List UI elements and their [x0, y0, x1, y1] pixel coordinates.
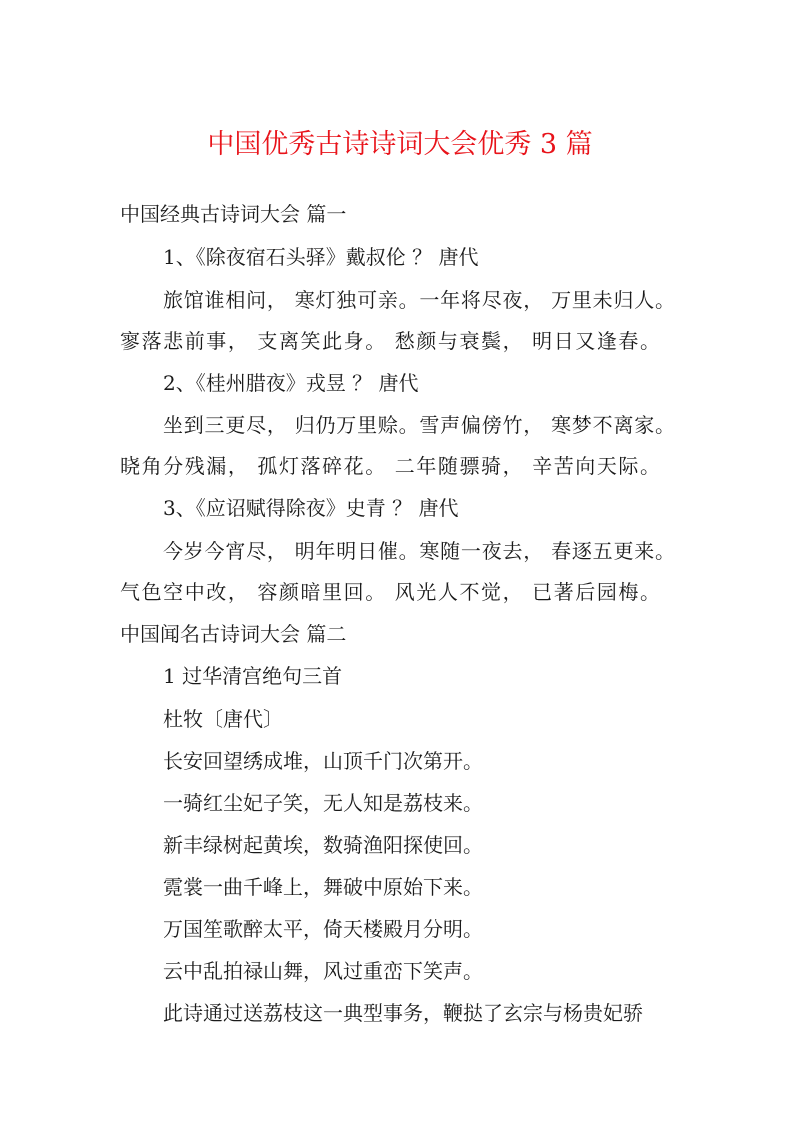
poem-line: 坐到三更尽， 归仍万里赊。雪声偏傍竹， 寒梦不离家。 [163, 413, 675, 437]
commentary-text: 此诗通过送荔枝这一典型事务，鞭挞了玄宗与杨贵妃骄 [163, 1001, 643, 1025]
poem-line: 云中乱拍禄山舞，风过重峦下笑声。 [163, 959, 483, 983]
poem-line: 寥落悲前事， 支离笑此身。 愁颜与衰鬓， 明日又逢春。 [120, 329, 660, 353]
document-title: 中国优秀古诗诗词大会优秀 3 篇 [207, 129, 593, 160]
poem-line: 霓裳一曲千峰上，舞破中原始下来。 [163, 875, 483, 899]
section-heading-1: 中国经典古诗词大会 篇一 [120, 202, 347, 226]
section-heading-2: 中国闻名古诗词大会 篇二 [120, 622, 347, 646]
poem-line: 晓角分残漏， 孤灯落碎花。 二年随骠骑， 辛苦向天际。 [120, 454, 660, 478]
poem-header-3: 3、《应诏赋得除夜》史青 ？ 唐代 [163, 496, 459, 520]
poem-line: 今岁今宵尽， 明年明日催。寒随一夜去， 春逐五更来。 [163, 539, 675, 563]
poem-line: 气色空中改， 容颜暗里回。 风光人不觉， 已著后园梅。 [120, 580, 660, 604]
poem-line: 新丰绿树起黄埃，数骑渔阳探使回。 [163, 833, 483, 857]
poem-header-2: 2、《桂州腊夜》戎昱 ？ 唐代 [163, 371, 419, 395]
poem-title: 1 过华清宫绝句三首 [163, 664, 343, 688]
poem-line: 一骑红尘妃子笑，无人知是荔枝来。 [163, 791, 483, 815]
poem-header-1: 1、《除夜宿石头驿》戴叔伦 ？ 唐代 [163, 245, 479, 269]
poem-line: 万国笙歌醉太平，倚天楼殿月分明。 [163, 917, 483, 941]
poem-line: 旅馆谁相问， 寒灯独可亲。一年将尽夜， 万里未归人。 [163, 288, 675, 312]
poem-line: 长安回望绣成堆，山顶千门次第开。 [163, 749, 483, 773]
poem-author: 杜牧〔唐代〕 [163, 707, 283, 731]
